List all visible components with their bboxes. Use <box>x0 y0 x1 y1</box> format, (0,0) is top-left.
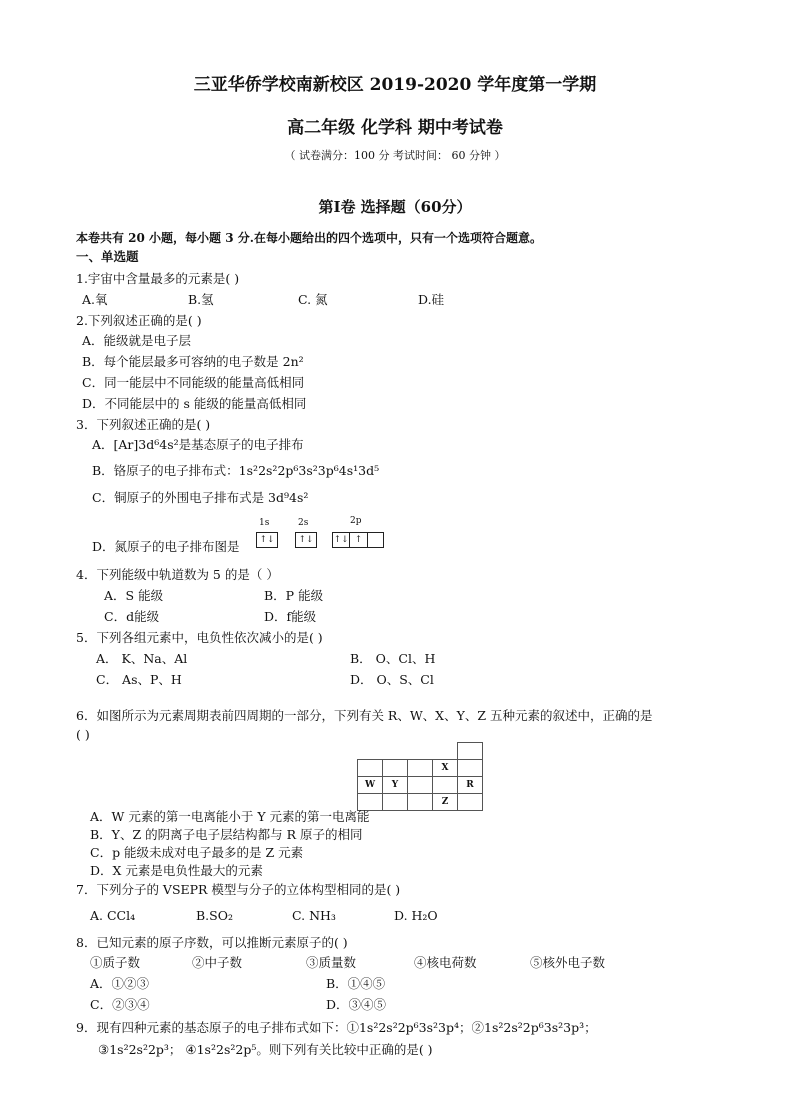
question-stem-cont: ③1s²2s²2p³； ④1s²2s²2p⁵。则下列有关比较中正确的是( ) <box>98 1042 433 1057</box>
table-cell <box>383 794 408 811</box>
option-a: A.氧 <box>82 292 108 307</box>
option-d: D．不同能层中的 s 能级的能量高低相同 <box>82 396 307 411</box>
table-cell <box>408 760 433 777</box>
option-b: B．每个能层最多可容纳的电子数是 2n² <box>82 354 304 369</box>
section-instruction: 本卷共有 20 小题，每小题 3 分.在每小题给出的四个选项中，只有一个选项符合题意。 <box>76 231 542 245</box>
table-cell <box>458 794 483 811</box>
option-a: A．W 元素的第一电离能小于 Y 元素的第一电离能 <box>90 809 370 824</box>
orbital-label-1s: 1s <box>259 518 270 528</box>
table-cell <box>408 777 433 794</box>
table-cell <box>458 760 483 777</box>
option-a: A．①②③ <box>90 976 150 991</box>
orbital-cell: ↑ <box>350 533 367 547</box>
option-b: B.SO₂ <box>196 908 233 923</box>
table-cell-w: W <box>358 777 383 794</box>
question-stem: 6．如图所示为元素周期表前四周期的一部分，下列有关 R、W、X、Y、Z 五种元素的叙述中，正确的是 <box>76 708 653 723</box>
option-a: A. CCl₄ <box>90 908 136 923</box>
table-cell-x: X <box>433 760 458 777</box>
question-stem: 9．现有四种元素的基态原子的电子排布式如下：①1s²2s²2p⁶3s²3p⁴；②1s²2s²2p⁶3s²3p³； <box>76 1020 597 1035</box>
option-b: B．铬原子的电子排布式：1s²2s²2p⁶3s²3p⁶4s¹3d⁵ <box>92 463 380 478</box>
question-stem: 4．下列能级中轨道数为 5 的是（ ） <box>76 567 279 582</box>
option-b: B．P 能级 <box>264 588 324 603</box>
q8-item-1: ①质子数 <box>90 955 141 970</box>
orbital-cell: ↑↓ <box>298 535 314 545</box>
question-stem-cont: ( ) <box>76 727 90 742</box>
q8-item-3: ③质量数 <box>306 955 357 970</box>
question-stem: 5．下列各组元素中，电负性依次减小的是( ) <box>76 630 323 645</box>
table-cell <box>408 794 433 811</box>
table-cell-r: R <box>458 777 483 794</box>
orbital-cell: ↑↓ <box>259 535 275 545</box>
option-a: A． K、Na、Al <box>96 651 188 666</box>
option-d: D．氮原子的电子排布图是 <box>92 539 240 554</box>
table-cell <box>433 777 458 794</box>
part-title: 一、单选题 <box>76 249 139 264</box>
table-cell-y: Y <box>383 777 408 794</box>
orbital-cell: ↑↓ <box>333 535 349 545</box>
option-c: C． As、P、H <box>96 672 182 687</box>
question-stem: 7．下列分子的 VSEPR 模型与分子的立体构型相同的是( ) <box>76 882 401 897</box>
option-d: D. H₂O <box>394 908 438 923</box>
question-stem: 2.下列叙述正确的是( ) <box>76 313 202 328</box>
option-c: C. 氮 <box>298 292 328 307</box>
option-c: C．同一能层中不同能级的能量高低相同 <box>82 375 305 390</box>
option-c: C．铜原子的外围电子排布式是 3d⁹4s² <box>92 490 309 505</box>
section-title: 第Ⅰ卷 选择题（60分） <box>318 198 472 216</box>
orbital-box-2p <box>332 532 384 548</box>
table-cell <box>458 743 483 760</box>
question-stem: 1.宇宙中含量最多的元素是( ) <box>76 271 240 286</box>
option-d: D． O、S、Cl <box>350 672 434 687</box>
table-cell <box>358 794 383 811</box>
orbital-box-2s <box>295 532 317 548</box>
option-d: D.硅 <box>418 292 445 307</box>
option-c: C. NH₃ <box>292 908 336 923</box>
option-c: C．d能级 <box>104 609 160 624</box>
question-stem: 3．下列叙述正确的是( ) <box>76 417 211 432</box>
option-d: D．X 元素是电负性最大的元素 <box>90 863 263 878</box>
q8-item-5: ⑤核外电子数 <box>530 955 606 970</box>
table-cell-z: Z <box>433 794 458 811</box>
orbital-cell <box>368 533 383 547</box>
option-b: B． O、Cl、H <box>350 651 436 666</box>
option-d: D．f能级 <box>264 609 317 624</box>
option-a: A．能级就是电子层 <box>82 333 192 348</box>
option-b: B.氢 <box>188 292 214 307</box>
option-b: B．Y、Z 的阴离子电子层结构都与 R 原子的相同 <box>90 827 363 842</box>
exam-info: （ 试卷满分：100 分 考试时间： 60 分钟 ） <box>284 149 506 162</box>
option-b: B．①④⑤ <box>326 976 386 991</box>
question-stem: 8．已知元素的原子序数，可以推断元素原子的( ) <box>76 935 348 950</box>
orbital-box-1s <box>256 532 278 548</box>
q8-item-4: ④核电荷数 <box>414 955 477 970</box>
option-a: A．[Ar]3d⁶4s²是基态原子的电子排布 <box>92 437 304 452</box>
exam-title: 高二年级 化学科 期中考试卷 <box>287 118 503 138</box>
orbital-label-2p: 2p <box>350 516 362 526</box>
option-c: C．p 能级未成对电子最多的是 Z 元素 <box>90 845 304 860</box>
option-a: A．S 能级 <box>104 588 164 603</box>
orbital-label-2s: 2s <box>298 518 309 528</box>
option-c: C．②③④ <box>90 997 150 1012</box>
table-cell <box>358 760 383 777</box>
q8-item-2: ②中子数 <box>192 955 243 970</box>
table-cell <box>383 760 408 777</box>
exam-school-title: 三亚华侨学校南新校区 2019-2020 学年度第一学期 <box>193 75 597 95</box>
periodic-table-fragment <box>357 742 483 811</box>
option-d: D．③④⑤ <box>326 997 387 1012</box>
